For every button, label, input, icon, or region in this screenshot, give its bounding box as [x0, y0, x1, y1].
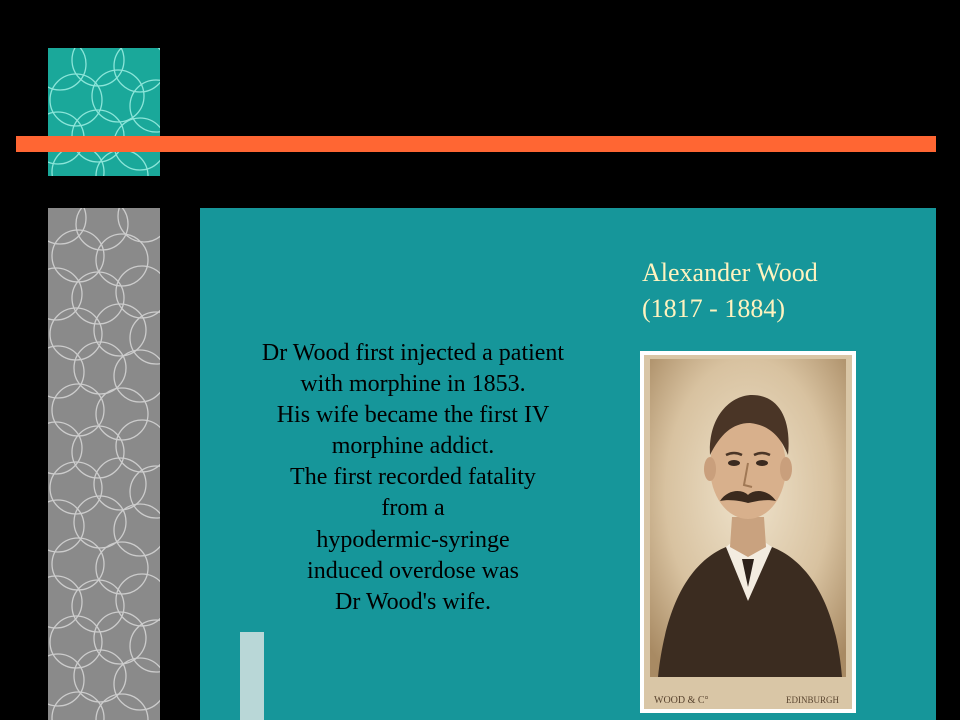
teal-circles-square — [48, 48, 160, 176]
portrait-illustration — [640, 351, 856, 713]
body-line: from a — [381, 495, 445, 522]
body-line: hypodermic-syringe — [316, 526, 510, 553]
orange-title-bar — [16, 136, 936, 152]
circle-pattern-icon — [48, 208, 160, 720]
light-accent-stripe — [240, 632, 264, 720]
portrait-photo — [640, 351, 856, 713]
slide-body-text — [207, 338, 619, 618]
gray-circles-column — [48, 208, 160, 720]
body-line: with morphine in 1853. — [300, 371, 526, 398]
portrait-caption — [642, 255, 818, 327]
location-mark: EDINBURGH — [786, 695, 839, 705]
body-line: His wife became the first IV — [276, 402, 550, 429]
circle-pattern-icon — [48, 48, 160, 176]
body-line: Dr Wood's wife. — [335, 588, 491, 615]
studio-mark: WOOD & C° — [654, 695, 709, 706]
body-line: Dr Wood first injected a patient — [261, 340, 565, 366]
body-line: induced overdose was — [307, 557, 519, 584]
caption-dates: (1817 - 1884) — [642, 294, 785, 323]
body-line: The first recorded fatality — [290, 464, 536, 491]
body-line: morphine addict. — [331, 433, 495, 460]
caption-name: Alexander Wood — [642, 258, 818, 287]
